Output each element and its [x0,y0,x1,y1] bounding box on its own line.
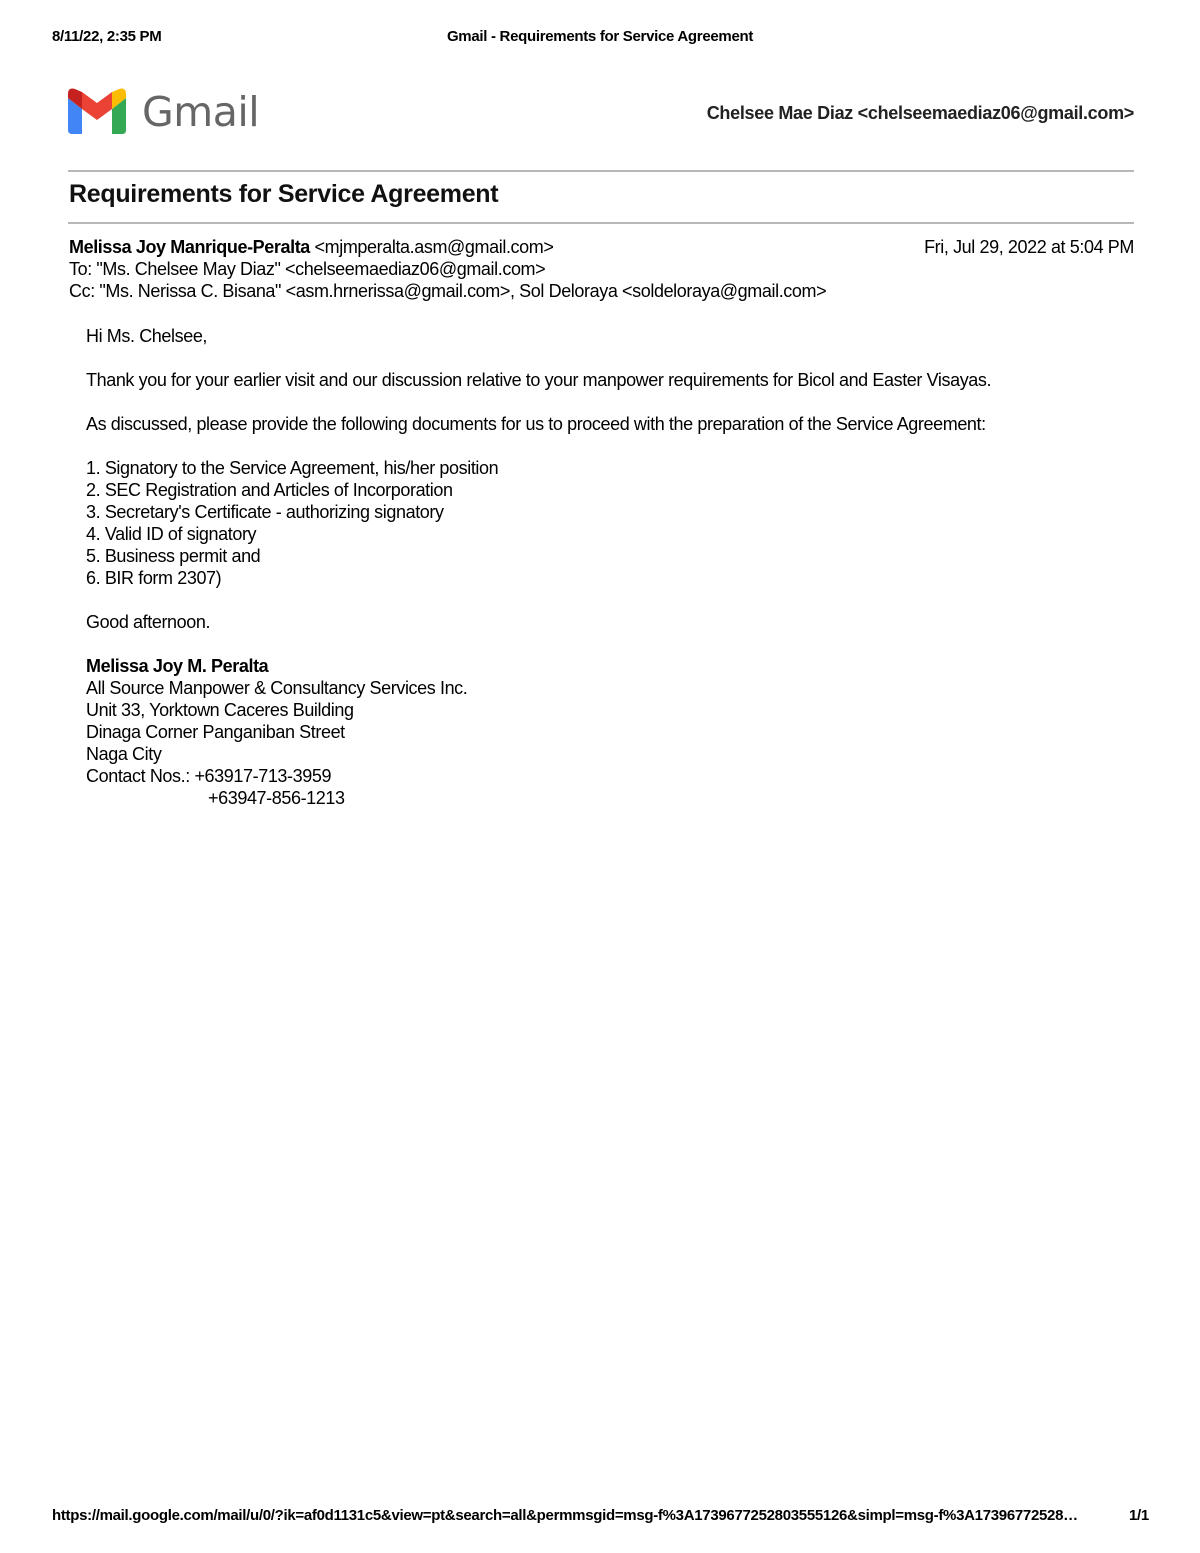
list-item: 1. Signatory to the Service Agreement, his/her position [86,458,499,478]
page-number: 1/1 [1129,1507,1149,1524]
to-recipients: To: "Ms. Chelsee May Diaz" <chelseemaediaz06@gmail.com> [69,259,546,279]
body-paragraph: Thank you for your earlier visit and our discussion relative to your manpower requirements for Bicol and Easter Visayas. [86,370,992,390]
print-url: https://mail.google.com/mail/u/0/?ik=af0d1131c5&view=pt&search=all&permmsgid=msg-f%3A1739677252803555126&simpl=msg-f%3A17396772528… [52,1507,1078,1524]
sender-name: Melissa Joy Manrique-Peralta [69,237,310,257]
list-item: 4. Valid ID of signatory [86,524,257,544]
list-item: 5. Business permit and [86,546,261,566]
sender-email: <mjmperalta.asm@gmail.com> [314,237,554,257]
body-paragraph: As discussed, please provide the following documents for us to proceed with the preparation of the Service Agreement: [86,414,986,434]
cc-recipients: Cc: "Ms. Nerissa C. Bisana" <asm.hrnerissa@gmail.com>, Sol Deloraya <soldeloraya@gmail.com> [69,281,827,301]
account-identity: Chelsee Mae Diaz <chelseemaediaz06@gmail.com> [706,103,1134,123]
gmail-logo-icon [68,88,126,134]
gmail-wordmark: Gmail [142,88,260,136]
print-footer [0,1507,1200,1527]
email-body [86,325,991,809]
print-datetime: 8/11/22, 2:35 PM [52,28,162,45]
signature-company: All Source Manpower & Consultancy Services Inc. [86,678,468,698]
sender-row [69,236,1134,258]
signature-city: Naga City [86,744,162,764]
closing: Good afternoon. [86,612,211,632]
signature-contact: +63947-856-1213 [208,788,345,808]
list-item: 3. Secretary's Certificate - authorizing signatory [86,502,444,522]
requirements-list [86,457,991,589]
signature-contact: Contact Nos.: +63917-713-3959 [86,766,332,786]
print-title: Gmail - Requirements for Service Agreement [446,28,754,45]
signature-address: Dinaga Corner Panganiban Street [86,722,345,742]
signature [86,655,991,809]
signature-address: Unit 33, Yorktown Caceres Building [86,700,354,720]
print-header [0,28,1200,48]
email-date: Fri, Jul 29, 2022 at 5:04 PM [924,237,1134,257]
signature-name: Melissa Joy M. Peralta [86,656,269,676]
divider [68,170,1134,172]
email-meta [69,236,1134,302]
gmail-header [68,84,1134,140]
list-item: 2. SEC Registration and Articles of Incorporation [86,480,453,500]
list-item: 6. BIR form 2307) [86,568,222,588]
email-subject: Requirements for Service Agreement [69,180,499,208]
divider [68,222,1134,224]
greeting: Hi Ms. Chelsee, [86,326,208,346]
